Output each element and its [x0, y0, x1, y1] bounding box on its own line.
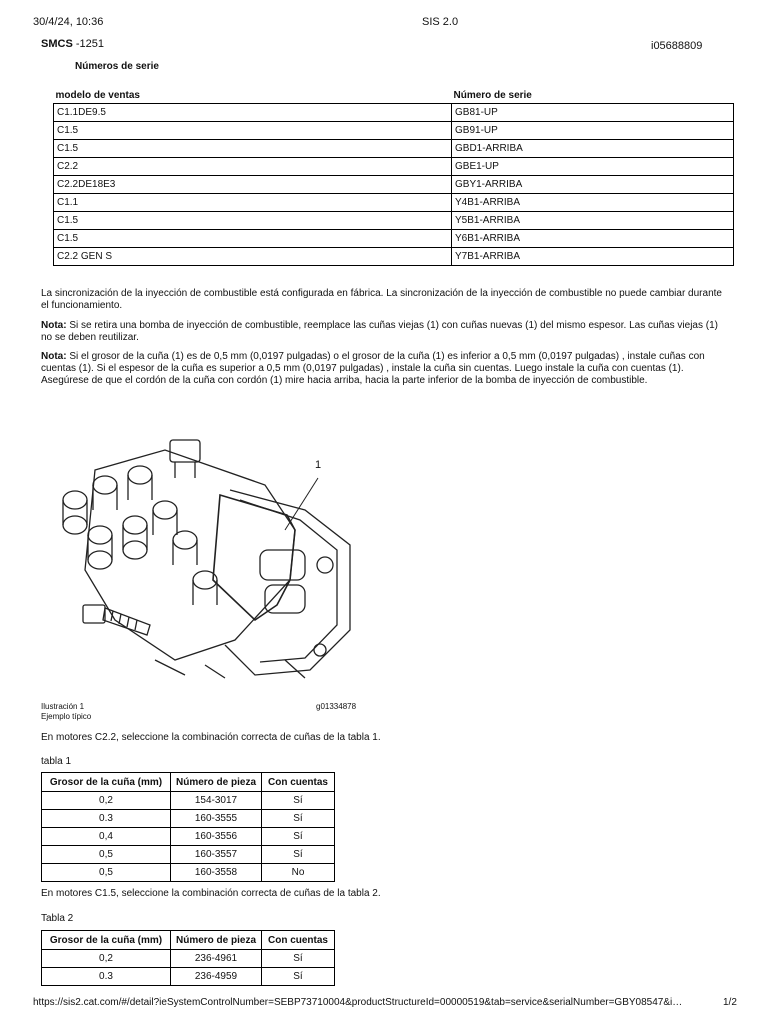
- table-cell: 236-4961: [171, 950, 262, 968]
- pump-outlets: [63, 466, 217, 605]
- table-cell: 236-4959: [171, 968, 262, 986]
- table-cell: 0,2: [42, 792, 171, 810]
- smcs-label: SMCS: [41, 38, 73, 50]
- table-cell: Sí: [262, 950, 335, 968]
- page-number: 1/2: [723, 997, 737, 1008]
- table-row: [54, 248, 734, 266]
- table-cell: C1.5: [54, 122, 452, 140]
- callout-number: 1: [315, 459, 322, 471]
- note-paragraph-2: [41, 351, 731, 387]
- note-text: Si el grosor de la cuña (1) es de 0,5 mm (0,0197 pulgadas) o el grosor de la cuña (1) es inferior a 0,5 mm (0,0197 pulgadas) , instale cuñas con cuentas (1). Si el espesor de la cuña es superior a 0,5 mm (0,0197 pulgadas) , instale la cuña sin cuentas. Luego instale la cuña con cuentas (1). Asegúrese de que el cordón de la cuña con cordón (1) mire hacia arriba, hacia la parte inferior de la bomba de inyección de combustible.: [41, 351, 705, 386]
- table-cell: Y4B1-ARRIBA: [452, 194, 734, 212]
- table-cell: 0,5: [42, 864, 171, 882]
- table-row: [42, 792, 335, 810]
- table-header-row: [54, 90, 734, 104]
- column-header: modelo de ventas: [55, 90, 140, 101]
- table-cell: Y5B1-ARRIBA: [452, 212, 734, 230]
- section-title: Números de serie: [75, 61, 159, 72]
- column-header: Número de serie: [453, 90, 532, 101]
- table-row: [54, 104, 734, 122]
- table-cell: 160-3557: [171, 846, 262, 864]
- table-cell: C1.5: [54, 230, 452, 248]
- table-cell: Sí: [262, 810, 335, 828]
- table-cell: No: [262, 864, 335, 882]
- table1-intro: En motores C2.2, seleccione la combinación correcta de cuñas de la tabla 1.: [41, 732, 381, 743]
- column-header: Con cuentas: [262, 931, 335, 950]
- table-cell: Sí: [262, 846, 335, 864]
- table-header-row: [42, 773, 335, 792]
- table-row: [42, 968, 335, 986]
- column-header: Grosor de la cuña (mm): [42, 931, 171, 950]
- table-cell: C1.5: [54, 212, 452, 230]
- table-cell: 0,4: [42, 828, 171, 846]
- table-row: [42, 846, 335, 864]
- table-cell: GBD1-ARRIBA: [452, 140, 734, 158]
- table-header-row: [42, 931, 335, 950]
- table2-intro: En motores C1.5, seleccione la combinación correcta de cuñas de la tabla 2.: [41, 888, 381, 899]
- table-row: [54, 194, 734, 212]
- table-cell: C2.2DE18E3: [54, 176, 452, 194]
- table-cell: 160-3555: [171, 810, 262, 828]
- note-paragraph-1: [41, 320, 731, 344]
- table-row: [54, 122, 734, 140]
- table-row: [42, 950, 335, 968]
- footer-url[interactable]: https://sis2.cat.com/#/detail?ieSystemControlNumber=SEBP73710004&productStructureId=00000519&tab=service&serialNumber=GBY08547&i…: [33, 997, 683, 1008]
- table-cell: C2.2 GEN S: [54, 248, 452, 266]
- table-cell: C1.1DE9.5: [54, 104, 452, 122]
- document-id: i05688809: [651, 40, 703, 52]
- note-label: Nota:: [41, 320, 67, 331]
- table-cell: Sí: [262, 828, 335, 846]
- table-cell: C1.1: [54, 194, 452, 212]
- caption-subtitle: Ejemplo típico: [41, 712, 92, 721]
- column-header: Número de pieza: [171, 931, 262, 950]
- serial-number-table: [53, 90, 734, 266]
- table-cell: GBY1-ARRIBA: [452, 176, 734, 194]
- table-row: [54, 158, 734, 176]
- table-row: [54, 212, 734, 230]
- table-row: [42, 828, 335, 846]
- table-cell: GB81-UP: [452, 104, 734, 122]
- shim-table-1: [41, 772, 335, 882]
- table-cell: C1.5: [54, 140, 452, 158]
- shim: [213, 495, 295, 620]
- table-row: [42, 810, 335, 828]
- table-cell: 0.3: [42, 810, 171, 828]
- table-cell: 0,2: [42, 950, 171, 968]
- table-cell: 0,5: [42, 846, 171, 864]
- smcs-code: [41, 38, 104, 50]
- table-row: [42, 864, 335, 882]
- table-row: [54, 140, 734, 158]
- table-cell: Sí: [262, 968, 335, 986]
- table-cell: Y7B1-ARRIBA: [452, 248, 734, 266]
- print-timestamp: 30/4/24, 10:36: [33, 16, 104, 28]
- smcs-value: -1251: [72, 38, 104, 50]
- table2-label: Tabla 2: [41, 913, 74, 924]
- column-header: Grosor de la cuña (mm): [42, 773, 171, 792]
- table-cell: Y6B1-ARRIBA: [452, 230, 734, 248]
- table-cell: C2.2: [54, 158, 452, 176]
- top-fitting: [170, 440, 200, 462]
- table-cell: GBE1-UP: [452, 158, 734, 176]
- table-cell: 154-3017: [171, 792, 262, 810]
- table-cell: Sí: [262, 792, 335, 810]
- note-text: Si se retira una bomba de inyección de combustible, reemplace las cuñas viejas (1) con cuñas nuevas (1) del mismo espesor. Las cuñas viejas (1) no se deben reutilizar.: [41, 320, 718, 343]
- illustration-caption: [41, 702, 91, 722]
- table-cell: 160-3556: [171, 828, 262, 846]
- column-header: Número de pieza: [171, 773, 262, 792]
- table1-label: tabla 1: [41, 756, 72, 767]
- mounting-bolt: [83, 605, 150, 635]
- note-label: Nota:: [41, 351, 67, 362]
- app-title: SIS 2.0: [422, 16, 459, 28]
- shim-table-2: [41, 930, 335, 986]
- timing-paragraph: La sincronización de la inyección de combustible está configurada en fábrica. La sincronización de la inyección de combustible no puede cambiar durante el funcionamiento.: [41, 288, 722, 311]
- column-header: Con cuentas: [262, 773, 335, 792]
- table-cell: 160-3558: [171, 864, 262, 882]
- table-cell: 0.3: [42, 968, 171, 986]
- caption-title: Ilustración 1: [41, 702, 85, 711]
- table-row: [54, 230, 734, 248]
- graphic-id: g01334878: [316, 702, 357, 711]
- table-cell: GB91-UP: [452, 122, 734, 140]
- table-row: [54, 176, 734, 194]
- callout-leader: [285, 478, 318, 530]
